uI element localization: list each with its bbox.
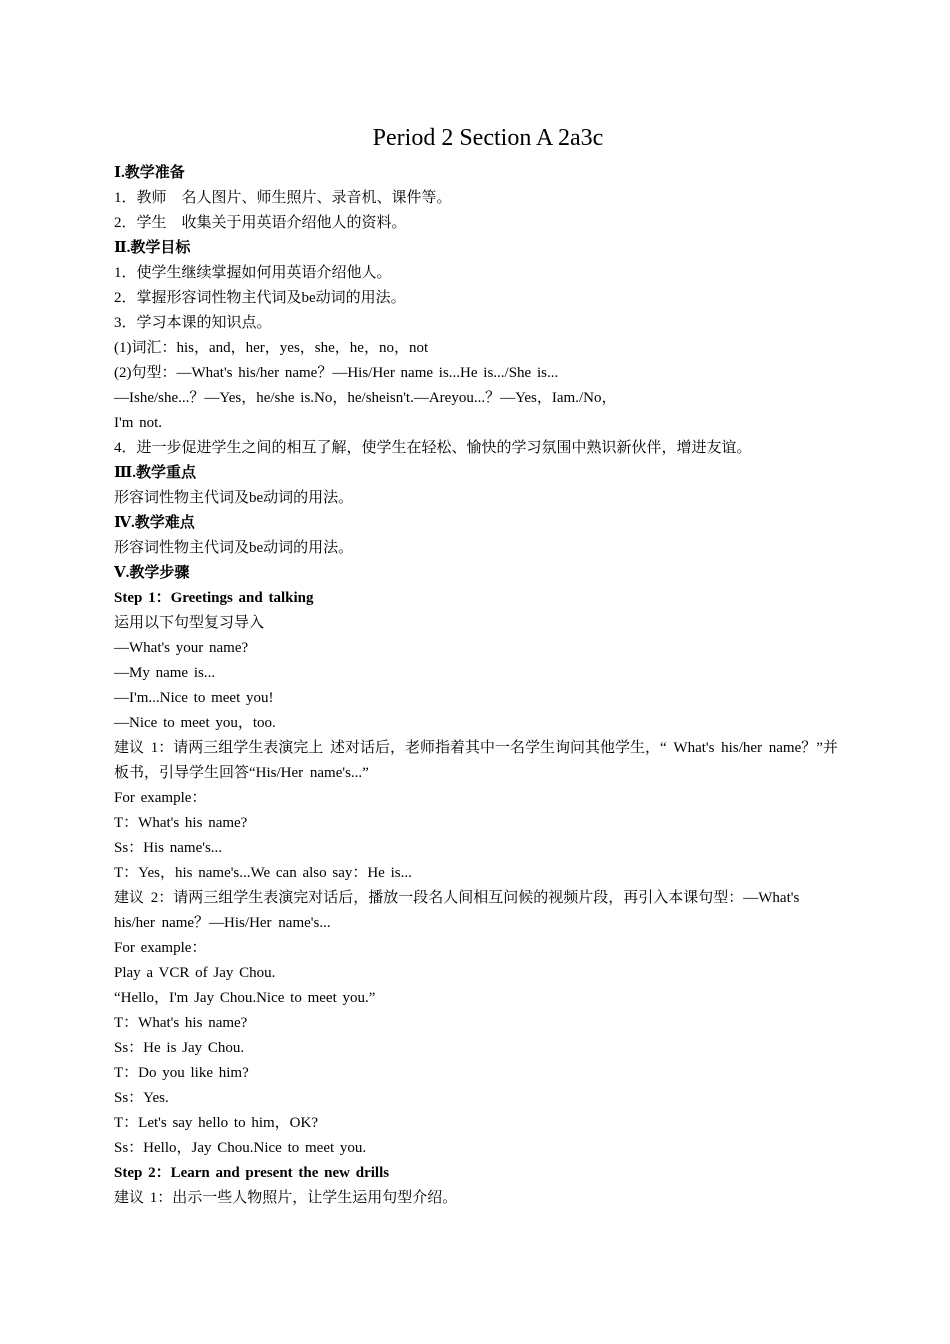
text-line: —What's your name? bbox=[114, 640, 249, 656]
text-line: Play a VCR of Jay Chou. bbox=[114, 965, 276, 981]
text-line: I'm not. bbox=[114, 415, 163, 431]
section-heading: Ⅳ.教学难点 bbox=[114, 515, 195, 531]
text-line: For example： bbox=[114, 790, 207, 806]
text-line: “Hello，I'm Jay Chou.Nice to meet you.” bbox=[114, 990, 376, 1006]
text-line: Ss：Hello，Jay Chou.Nice to meet you. bbox=[114, 1140, 367, 1156]
document-body bbox=[114, 161, 838, 1211]
text-line: —My name is... bbox=[114, 665, 216, 681]
text-line: T：What's his name? bbox=[114, 815, 248, 831]
text-line: Ss：Yes. bbox=[114, 1090, 169, 1106]
text-line: T：Yes，his name's...We can also say：He is... bbox=[114, 865, 412, 881]
text-line: —Nice to meet you，too. bbox=[114, 715, 276, 731]
section-heading: Ⅲ.教学重点 bbox=[114, 465, 197, 481]
document-page bbox=[114, 118, 838, 1211]
text-line: 运用以下句型复习导入 bbox=[114, 615, 265, 631]
section-heading: Ⅱ.教学目标 bbox=[114, 240, 191, 256]
text-line: 建议 1：出示一些人物照片，让学生运用句型介绍。 bbox=[114, 1190, 458, 1206]
text-line: Ss：He is Jay Chou. bbox=[114, 1040, 245, 1056]
text-line: For example： bbox=[114, 940, 207, 956]
text-line: 1．使学生继续掌握如何用英语介绍他人。 bbox=[114, 265, 392, 281]
text-line: 1．教师 名人图片、师生照片、录音机、课件等。 bbox=[114, 190, 452, 206]
text-line: —Ishe/she...？—Yes，he/she is.No，he/sheisn't.—Areyou...？—Yes，Iam./No， bbox=[114, 390, 617, 406]
text-line: Ss：His name's... bbox=[114, 840, 223, 856]
text-line: 2．掌握形容词性物主代词及be动词的用法。 bbox=[114, 290, 406, 306]
section-heading: Ⅴ.教学步骤 bbox=[114, 565, 190, 581]
text-line: T：Do you like him? bbox=[114, 1065, 249, 1081]
section-heading: Step 2：Learn and present the new drills bbox=[114, 1165, 390, 1181]
text-line: 形容词性物主代词及be动词的用法。 bbox=[114, 540, 354, 556]
text-line: 建议 1：请两三组学生表演完上 述对话后，老师指着其中一名学生询问其他学生，“ What's his/her name？”并板书，引导学生回答“His/Her name's...” bbox=[114, 740, 838, 781]
document-title: Period 2 Section A 2a3c bbox=[372, 125, 604, 151]
text-line: 建议 2：请两三组学生表演完对话后，播放一段名人间相互问候的视频片段，再引入本课句型：—What's his/her name？—His/Her name's... bbox=[114, 890, 800, 931]
text-line: 3．学习本课的知识点。 bbox=[114, 315, 272, 331]
text-line: —I'm...Nice to meet you! bbox=[114, 690, 274, 706]
section-heading: Step 1：Greetings and talking bbox=[114, 590, 314, 606]
text-line: 形容词性物主代词及be动词的用法。 bbox=[114, 490, 354, 506]
text-line: 4．进一步促进学生之间的相互了解，使学生在轻松、愉快的学习氛围中熟识新伙伴，增进友谊。 bbox=[114, 440, 752, 456]
text-line: (1)词汇：his，and，her，yes，she，he，no，not bbox=[114, 340, 429, 356]
text-line: T：What's his name? bbox=[114, 1015, 248, 1031]
section-heading: Ⅰ.教学准备 bbox=[114, 165, 185, 181]
text-line: 2．学生 收集关于用英语介绍他人的资料。 bbox=[114, 215, 407, 231]
text-line: (2)句型：—What's his/her name？—His/Her name is...He is.../She is... bbox=[114, 365, 559, 381]
text-line: T：Let's say hello to him，OK? bbox=[114, 1115, 319, 1131]
